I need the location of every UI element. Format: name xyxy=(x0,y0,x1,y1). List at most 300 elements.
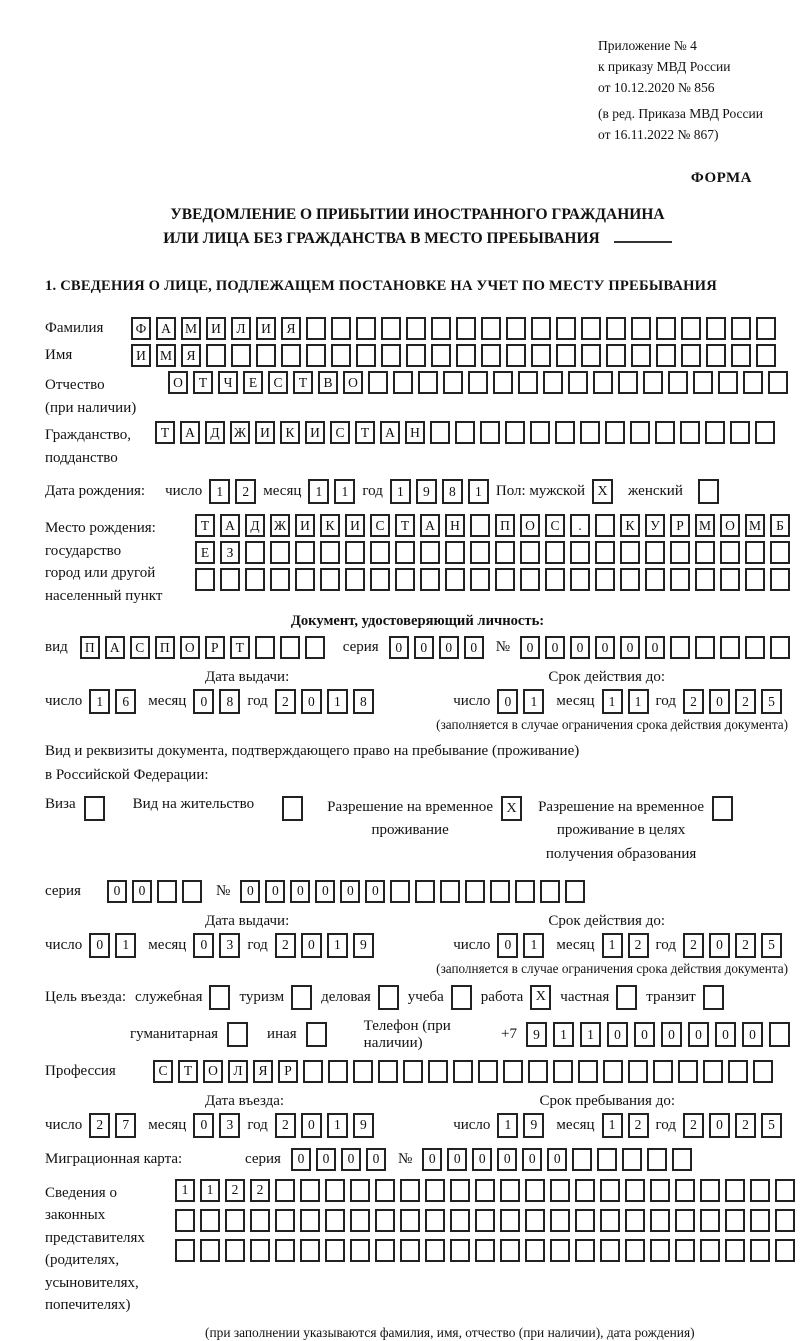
char-cell[interactable] xyxy=(706,317,726,340)
char-cell[interactable] xyxy=(453,1060,473,1083)
char-cell[interactable]: 0 xyxy=(545,636,565,659)
char-cell[interactable]: Я xyxy=(181,344,201,367)
char-cell[interactable] xyxy=(525,1179,545,1202)
char-cell[interactable] xyxy=(303,1060,323,1083)
char-cell[interactable] xyxy=(306,317,326,340)
char-cell[interactable] xyxy=(500,1209,520,1232)
char-cell[interactable] xyxy=(595,541,615,564)
char-cell[interactable] xyxy=(450,1179,470,1202)
char-cell[interactable]: Т xyxy=(193,371,213,394)
char-cell[interactable]: 3 xyxy=(219,933,240,958)
char-cell[interactable] xyxy=(231,344,251,367)
char-cell[interactable] xyxy=(250,1209,270,1232)
char-cell[interactable]: Д xyxy=(245,514,265,537)
char-cell[interactable] xyxy=(600,1179,620,1202)
char-cell[interactable]: 1 xyxy=(468,479,489,504)
char-cell[interactable]: Т xyxy=(395,514,415,537)
char-cell[interactable] xyxy=(645,541,665,564)
char-cell[interactable] xyxy=(550,1239,570,1262)
char-cell[interactable]: 0 xyxy=(464,636,484,659)
char-cell[interactable] xyxy=(425,1179,445,1202)
char-cell[interactable]: А xyxy=(420,514,440,537)
char-cell[interactable]: 1 xyxy=(602,933,623,958)
char-cell[interactable]: 0 xyxy=(240,880,260,903)
char-cell[interactable] xyxy=(225,1209,245,1232)
char-cell[interactable] xyxy=(406,317,426,340)
char-cell[interactable] xyxy=(345,541,365,564)
char-cell[interactable] xyxy=(628,1060,648,1083)
char-cell[interactable] xyxy=(720,541,740,564)
char-cell[interactable]: 0 xyxy=(341,1148,361,1171)
char-cell[interactable] xyxy=(440,880,460,903)
char-cell[interactable]: 0 xyxy=(595,636,615,659)
char-cell[interactable] xyxy=(553,1060,573,1083)
char-cell[interactable] xyxy=(745,636,765,659)
char-cell[interactable] xyxy=(578,1060,598,1083)
char-cell[interactable]: М xyxy=(181,317,201,340)
char-cell[interactable] xyxy=(643,371,663,394)
char-cell[interactable] xyxy=(770,568,790,591)
char-cell[interactable] xyxy=(281,344,301,367)
char-cell[interactable]: 0 xyxy=(389,636,409,659)
char-cell[interactable]: И xyxy=(295,514,315,537)
char-cell[interactable] xyxy=(420,568,440,591)
char-cell[interactable]: 0 xyxy=(107,880,127,903)
char-cell[interactable]: Н xyxy=(405,421,425,444)
char-cell[interactable] xyxy=(745,568,765,591)
char-cell[interactable]: 1 xyxy=(334,479,355,504)
char-cell[interactable] xyxy=(531,344,551,367)
char-cell[interactable] xyxy=(506,317,526,340)
char-cell[interactable] xyxy=(620,568,640,591)
char-cell[interactable]: А xyxy=(220,514,240,537)
char-cell[interactable]: 2 xyxy=(628,1113,649,1138)
purpose-humanitarian-checkbox[interactable] xyxy=(227,1022,248,1047)
char-cell[interactable] xyxy=(595,514,615,537)
char-cell[interactable] xyxy=(481,317,501,340)
char-cell[interactable] xyxy=(681,344,701,367)
char-cell[interactable]: 1 xyxy=(327,689,348,714)
char-cell[interactable] xyxy=(675,1239,695,1262)
char-cell[interactable]: Ч xyxy=(218,371,238,394)
char-cell[interactable]: Ф xyxy=(131,317,151,340)
char-cell[interactable] xyxy=(675,1179,695,1202)
char-cell[interactable] xyxy=(625,1239,645,1262)
char-cell[interactable] xyxy=(770,636,790,659)
char-cell[interactable] xyxy=(695,636,715,659)
char-cell[interactable] xyxy=(431,344,451,367)
char-cell[interactable]: С xyxy=(545,514,565,537)
char-cell[interactable] xyxy=(280,636,300,659)
char-cell[interactable] xyxy=(631,317,651,340)
char-cell[interactable]: 0 xyxy=(742,1022,763,1047)
char-cell[interactable] xyxy=(500,1179,520,1202)
char-cell[interactable] xyxy=(350,1179,370,1202)
char-cell[interactable] xyxy=(356,317,376,340)
char-cell[interactable] xyxy=(550,1179,570,1202)
char-cell[interactable] xyxy=(743,371,763,394)
char-cell[interactable] xyxy=(395,541,415,564)
char-cell[interactable]: 2 xyxy=(683,1113,704,1138)
char-cell[interactable] xyxy=(530,421,550,444)
char-cell[interactable]: 0 xyxy=(301,1113,322,1138)
char-cell[interactable] xyxy=(370,541,390,564)
char-cell[interactable] xyxy=(465,880,485,903)
char-cell[interactable]: . xyxy=(570,514,590,537)
char-cell[interactable] xyxy=(720,568,740,591)
char-cell[interactable] xyxy=(650,1209,670,1232)
char-cell[interactable] xyxy=(631,344,651,367)
char-cell[interactable] xyxy=(375,1179,395,1202)
char-cell[interactable] xyxy=(390,880,410,903)
char-cell[interactable]: 2 xyxy=(225,1179,245,1202)
char-cell[interactable]: А xyxy=(105,636,125,659)
char-cell[interactable] xyxy=(456,344,476,367)
char-cell[interactable] xyxy=(575,1209,595,1232)
char-cell[interactable]: 0 xyxy=(315,880,335,903)
char-cell[interactable]: 1 xyxy=(327,1113,348,1138)
char-cell[interactable] xyxy=(555,421,575,444)
char-cell[interactable]: С xyxy=(153,1060,173,1083)
char-cell[interactable]: А xyxy=(156,317,176,340)
char-cell[interactable] xyxy=(656,317,676,340)
char-cell[interactable]: 0 xyxy=(316,1148,336,1171)
char-cell[interactable]: М xyxy=(156,344,176,367)
char-cell[interactable]: 2 xyxy=(735,1113,756,1138)
char-cell[interactable] xyxy=(403,1060,423,1083)
char-cell[interactable] xyxy=(620,541,640,564)
char-cell[interactable]: И xyxy=(131,344,151,367)
char-cell[interactable]: 0 xyxy=(366,1148,386,1171)
char-cell[interactable]: Д xyxy=(205,421,225,444)
char-cell[interactable]: 1 xyxy=(327,933,348,958)
char-cell[interactable]: 8 xyxy=(442,479,463,504)
char-cell[interactable] xyxy=(700,1239,720,1262)
char-cell[interactable] xyxy=(520,541,540,564)
char-cell[interactable] xyxy=(393,371,413,394)
char-cell[interactable] xyxy=(668,371,688,394)
char-cell[interactable]: И xyxy=(206,317,226,340)
char-cell[interactable]: О xyxy=(168,371,188,394)
char-cell[interactable] xyxy=(400,1179,420,1202)
char-cell[interactable] xyxy=(443,371,463,394)
char-cell[interactable]: К xyxy=(320,514,340,537)
char-cell[interactable] xyxy=(675,1209,695,1232)
char-cell[interactable]: 0 xyxy=(497,933,518,958)
char-cell[interactable] xyxy=(565,880,585,903)
char-cell[interactable] xyxy=(597,1148,617,1171)
char-cell[interactable] xyxy=(255,636,275,659)
char-cell[interactable]: А xyxy=(180,421,200,444)
char-cell[interactable]: 0 xyxy=(422,1148,442,1171)
char-cell[interactable] xyxy=(575,1179,595,1202)
char-cell[interactable]: 7 xyxy=(115,1113,136,1138)
char-cell[interactable]: 3 xyxy=(219,1113,240,1138)
char-cell[interactable] xyxy=(693,371,713,394)
char-cell[interactable] xyxy=(600,1209,620,1232)
char-cell[interactable] xyxy=(381,344,401,367)
char-cell[interactable]: У xyxy=(645,514,665,537)
char-cell[interactable]: 2 xyxy=(275,1113,296,1138)
char-cell[interactable]: С xyxy=(330,421,350,444)
char-cell[interactable] xyxy=(600,1239,620,1262)
char-cell[interactable]: 2 xyxy=(250,1179,270,1202)
edu-permit-checkbox[interactable] xyxy=(712,796,733,821)
char-cell[interactable] xyxy=(730,421,750,444)
char-cell[interactable] xyxy=(705,421,725,444)
char-cell[interactable] xyxy=(331,344,351,367)
char-cell[interactable] xyxy=(245,568,265,591)
char-cell[interactable]: 9 xyxy=(353,933,374,958)
char-cell[interactable] xyxy=(270,568,290,591)
char-cell[interactable]: 1 xyxy=(602,1113,623,1138)
char-cell[interactable] xyxy=(750,1179,770,1202)
char-cell[interactable] xyxy=(420,541,440,564)
char-cell[interactable] xyxy=(256,344,276,367)
sex-male-checkbox[interactable]: X xyxy=(592,479,613,504)
char-cell[interactable] xyxy=(655,421,675,444)
char-cell[interactable] xyxy=(695,568,715,591)
purpose-other-checkbox[interactable] xyxy=(306,1022,327,1047)
char-cell[interactable]: 8 xyxy=(353,689,374,714)
char-cell[interactable] xyxy=(325,1179,345,1202)
char-cell[interactable]: 2 xyxy=(735,933,756,958)
char-cell[interactable]: 0 xyxy=(265,880,285,903)
char-cell[interactable] xyxy=(593,371,613,394)
char-cell[interactable] xyxy=(622,1148,642,1171)
char-cell[interactable]: О xyxy=(720,514,740,537)
char-cell[interactable]: Л xyxy=(228,1060,248,1083)
sex-female-checkbox[interactable] xyxy=(698,479,719,504)
char-cell[interactable] xyxy=(350,1239,370,1262)
char-cell[interactable] xyxy=(503,1060,523,1083)
char-cell[interactable]: О xyxy=(203,1060,223,1083)
char-cell[interactable]: И xyxy=(255,421,275,444)
char-cell[interactable] xyxy=(575,1239,595,1262)
char-cell[interactable]: 0 xyxy=(709,933,730,958)
char-cell[interactable] xyxy=(331,317,351,340)
char-cell[interactable]: 0 xyxy=(661,1022,682,1047)
char-cell[interactable] xyxy=(470,568,490,591)
char-cell[interactable] xyxy=(300,1179,320,1202)
char-cell[interactable] xyxy=(543,371,563,394)
char-cell[interactable] xyxy=(670,568,690,591)
char-cell[interactable]: 9 xyxy=(526,1022,547,1047)
char-cell[interactable] xyxy=(450,1209,470,1232)
char-cell[interactable]: 2 xyxy=(275,933,296,958)
char-cell[interactable] xyxy=(525,1239,545,1262)
char-cell[interactable] xyxy=(300,1209,320,1232)
char-cell[interactable] xyxy=(445,568,465,591)
char-cell[interactable] xyxy=(695,541,715,564)
char-cell[interactable] xyxy=(445,541,465,564)
char-cell[interactable] xyxy=(570,541,590,564)
char-cell[interactable] xyxy=(580,421,600,444)
char-cell[interactable] xyxy=(753,1060,773,1083)
char-cell[interactable]: 2 xyxy=(89,1113,110,1138)
char-cell[interactable] xyxy=(528,1060,548,1083)
char-cell[interactable] xyxy=(731,317,751,340)
char-cell[interactable] xyxy=(381,317,401,340)
char-cell[interactable]: П xyxy=(155,636,175,659)
char-cell[interactable] xyxy=(270,541,290,564)
char-cell[interactable]: Т xyxy=(178,1060,198,1083)
char-cell[interactable]: С xyxy=(268,371,288,394)
char-cell[interactable] xyxy=(406,344,426,367)
purpose-private-checkbox[interactable] xyxy=(616,985,637,1010)
char-cell[interactable]: 1 xyxy=(602,689,623,714)
char-cell[interactable] xyxy=(470,541,490,564)
char-cell[interactable] xyxy=(378,1060,398,1083)
char-cell[interactable]: 0 xyxy=(414,636,434,659)
char-cell[interactable] xyxy=(468,371,488,394)
char-cell[interactable]: К xyxy=(280,421,300,444)
char-cell[interactable]: 9 xyxy=(416,479,437,504)
char-cell[interactable]: О xyxy=(520,514,540,537)
char-cell[interactable] xyxy=(775,1209,795,1232)
char-cell[interactable] xyxy=(545,541,565,564)
char-cell[interactable]: 0 xyxy=(301,689,322,714)
char-cell[interactable] xyxy=(245,541,265,564)
char-cell[interactable]: Т xyxy=(355,421,375,444)
char-cell[interactable] xyxy=(325,1239,345,1262)
char-cell[interactable] xyxy=(756,317,776,340)
char-cell[interactable]: 2 xyxy=(275,689,296,714)
char-cell[interactable] xyxy=(431,317,451,340)
char-cell[interactable] xyxy=(470,514,490,537)
char-cell[interactable] xyxy=(456,317,476,340)
char-cell[interactable]: К xyxy=(620,514,640,537)
char-cell[interactable]: Я xyxy=(281,317,301,340)
char-cell[interactable] xyxy=(275,1179,295,1202)
purpose-study-checkbox[interactable] xyxy=(451,985,472,1010)
char-cell[interactable] xyxy=(475,1179,495,1202)
char-cell[interactable]: И xyxy=(305,421,325,444)
char-cell[interactable] xyxy=(493,371,513,394)
char-cell[interactable] xyxy=(750,1239,770,1262)
char-cell[interactable] xyxy=(425,1209,445,1232)
visa-checkbox[interactable] xyxy=(84,796,105,821)
char-cell[interactable]: 0 xyxy=(365,880,385,903)
char-cell[interactable] xyxy=(305,636,325,659)
char-cell[interactable] xyxy=(700,1179,720,1202)
char-cell[interactable] xyxy=(418,371,438,394)
char-cell[interactable]: О xyxy=(343,371,363,394)
char-cell[interactable]: 1 xyxy=(390,479,411,504)
char-cell[interactable]: 2 xyxy=(628,933,649,958)
char-cell[interactable]: 1 xyxy=(523,933,544,958)
temp-permit-checkbox[interactable]: X xyxy=(501,796,522,821)
char-cell[interactable]: С xyxy=(130,636,150,659)
char-cell[interactable] xyxy=(425,1239,445,1262)
char-cell[interactable]: 0 xyxy=(447,1148,467,1171)
char-cell[interactable] xyxy=(650,1179,670,1202)
char-cell[interactable]: 2 xyxy=(683,689,704,714)
char-cell[interactable] xyxy=(505,421,525,444)
char-cell[interactable]: О xyxy=(180,636,200,659)
char-cell[interactable]: 0 xyxy=(688,1022,709,1047)
char-cell[interactable] xyxy=(275,1239,295,1262)
char-cell[interactable] xyxy=(720,636,740,659)
char-cell[interactable] xyxy=(481,344,501,367)
char-cell[interactable] xyxy=(672,1148,692,1171)
char-cell[interactable] xyxy=(630,421,650,444)
char-cell[interactable] xyxy=(556,344,576,367)
char-cell[interactable] xyxy=(295,568,315,591)
char-cell[interactable] xyxy=(495,568,515,591)
char-cell[interactable] xyxy=(570,568,590,591)
char-cell[interactable]: 0 xyxy=(709,1113,730,1138)
char-cell[interactable]: 6 xyxy=(115,689,136,714)
char-cell[interactable] xyxy=(415,880,435,903)
char-cell[interactable]: 5 xyxy=(761,1113,782,1138)
char-cell[interactable]: И xyxy=(345,514,365,537)
char-cell[interactable]: 5 xyxy=(761,689,782,714)
char-cell[interactable] xyxy=(325,1209,345,1232)
char-cell[interactable]: 0 xyxy=(497,689,518,714)
char-cell[interactable]: Б xyxy=(770,514,790,537)
char-cell[interactable]: Л xyxy=(231,317,251,340)
char-cell[interactable] xyxy=(455,421,475,444)
char-cell[interactable]: Ж xyxy=(270,514,290,537)
char-cell[interactable]: П xyxy=(495,514,515,537)
char-cell[interactable] xyxy=(568,371,588,394)
char-cell[interactable] xyxy=(525,1209,545,1232)
char-cell[interactable]: 0 xyxy=(634,1022,655,1047)
char-cell[interactable]: 0 xyxy=(497,1148,517,1171)
char-cell[interactable] xyxy=(750,1209,770,1232)
char-cell[interactable]: 8 xyxy=(219,689,240,714)
char-cell[interactable] xyxy=(345,568,365,591)
char-cell[interactable] xyxy=(520,568,540,591)
char-cell[interactable] xyxy=(775,1239,795,1262)
char-cell[interactable] xyxy=(755,421,775,444)
char-cell[interactable]: 1 xyxy=(209,479,230,504)
char-cell[interactable] xyxy=(375,1209,395,1232)
char-cell[interactable] xyxy=(306,344,326,367)
char-cell[interactable] xyxy=(606,317,626,340)
char-cell[interactable] xyxy=(703,1060,723,1083)
char-cell[interactable] xyxy=(275,1209,295,1232)
char-cell[interactable] xyxy=(606,344,626,367)
char-cell[interactable] xyxy=(368,371,388,394)
char-cell[interactable]: 0 xyxy=(472,1148,492,1171)
char-cell[interactable]: 0 xyxy=(547,1148,567,1171)
char-cell[interactable]: А xyxy=(380,421,400,444)
char-cell[interactable]: 0 xyxy=(620,636,640,659)
char-cell[interactable] xyxy=(295,541,315,564)
purpose-business-checkbox[interactable] xyxy=(209,985,230,1010)
char-cell[interactable]: 0 xyxy=(291,1148,311,1171)
char-cell[interactable]: З xyxy=(220,541,240,564)
char-cell[interactable]: 0 xyxy=(290,880,310,903)
char-cell[interactable] xyxy=(320,568,340,591)
char-cell[interactable] xyxy=(725,1179,745,1202)
char-cell[interactable] xyxy=(706,344,726,367)
char-cell[interactable] xyxy=(320,541,340,564)
char-cell[interactable] xyxy=(725,1239,745,1262)
char-cell[interactable]: 0 xyxy=(193,1113,214,1138)
char-cell[interactable]: 0 xyxy=(520,636,540,659)
char-cell[interactable]: Т xyxy=(195,514,215,537)
char-cell[interactable] xyxy=(515,880,535,903)
char-cell[interactable] xyxy=(656,344,676,367)
char-cell[interactable] xyxy=(500,1239,520,1262)
char-cell[interactable] xyxy=(581,344,601,367)
char-cell[interactable] xyxy=(495,541,515,564)
char-cell[interactable]: Р xyxy=(670,514,690,537)
char-cell[interactable]: Р xyxy=(278,1060,298,1083)
